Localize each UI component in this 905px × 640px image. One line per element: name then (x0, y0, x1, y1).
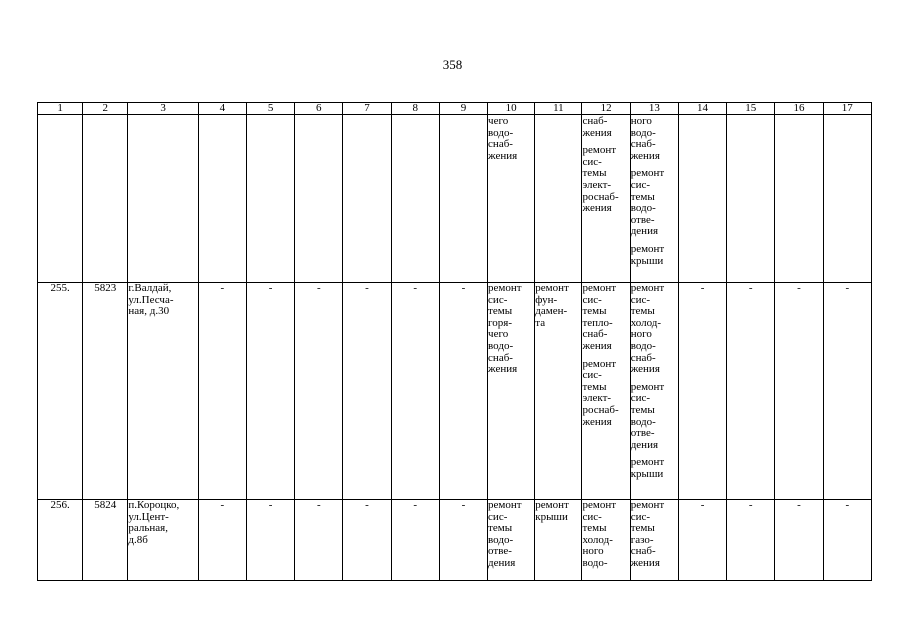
work-item-line: жения (630, 149, 660, 162)
work-item-line: ремонт (630, 499, 665, 511)
work-item (582, 116, 629, 139)
dash-cell: - (198, 500, 246, 581)
work-item-line: сис- (488, 293, 508, 306)
object-code: 5823 (83, 283, 128, 500)
cell-empty (727, 115, 775, 283)
work-item-line: чего (488, 328, 509, 341)
dash-cell: - (391, 283, 439, 500)
work-cell-col10 (488, 115, 535, 283)
header-row (38, 103, 872, 115)
work-item-line: жения (582, 415, 612, 428)
work-item-line: ного (582, 545, 604, 558)
address-line: д.8б (128, 533, 148, 546)
cell-empty (775, 115, 823, 283)
work-item-line: тепло- (582, 316, 613, 329)
work-item-line: ремонт (630, 380, 665, 393)
dash-cell: - (727, 283, 775, 500)
col-header: 2 (83, 103, 128, 115)
cell-empty (678, 115, 726, 283)
work-item-line: ремонт (630, 456, 665, 469)
work-item-line: ремонт (630, 242, 665, 255)
work-item-line: темы (582, 522, 607, 535)
dash-cell: - (678, 500, 726, 581)
address-line: ральная, (128, 522, 168, 535)
cell-empty (198, 115, 246, 283)
address-line: ная, д.30 (128, 305, 170, 318)
work-item-line: темы (582, 305, 607, 318)
work-item (488, 500, 534, 570)
work-item-line: жения (582, 126, 612, 139)
work-cell-col10 (488, 500, 535, 581)
dash-cell: - (727, 500, 775, 581)
work-item-line: сис- (630, 392, 651, 405)
col-header: 3 (128, 103, 198, 115)
dash-cell: - (198, 283, 246, 500)
col-header: 6 (295, 103, 343, 115)
work-item-line: темы (630, 403, 655, 416)
col-header: 8 (391, 103, 439, 115)
dash-cell: - (678, 283, 726, 500)
work-item-line: жения (630, 363, 660, 376)
cell-empty (439, 115, 487, 283)
cell-empty (83, 115, 128, 283)
col-header: 14 (678, 103, 726, 115)
page-number: 358 (442, 57, 463, 72)
work-item-line: горя- (488, 316, 513, 329)
work-item (582, 283, 629, 353)
cell-empty (391, 115, 439, 283)
address-cell (128, 283, 198, 500)
work-item (631, 283, 678, 376)
dash-cell: - (775, 500, 823, 581)
col-header: 7 (343, 103, 391, 115)
work-item-line: снаб- (630, 138, 656, 151)
cell-empty (823, 115, 871, 283)
cell-empty (295, 115, 343, 283)
work-item-line: водо- (488, 533, 514, 546)
work-item (631, 382, 678, 452)
work-item-line: жения (582, 339, 612, 352)
work-item-line: темы (630, 190, 655, 203)
dash-cell: - (246, 283, 294, 500)
work-item-line: снаб- (582, 328, 608, 341)
work-item-line: ремонт (630, 167, 665, 180)
dash-cell: - (391, 500, 439, 581)
cell-empty (246, 115, 294, 283)
dash-cell: - (295, 500, 343, 581)
work-item (488, 283, 534, 376)
col-header: 13 (630, 103, 678, 115)
col-header: 9 (439, 103, 487, 115)
dash-cell: - (823, 283, 871, 500)
work-item (631, 168, 678, 238)
work-item-line: дения (630, 225, 659, 238)
work-cell-col12 (582, 115, 630, 283)
work-cell-col11 (535, 500, 582, 581)
work-item-line: сис- (582, 510, 602, 523)
work-item-line: холод- (582, 533, 613, 546)
work-item-line: ремонт (630, 282, 665, 294)
work-item-line: ремонт (582, 144, 617, 157)
work-item-line: снаб- (488, 351, 513, 364)
table-row (38, 500, 872, 581)
work-cell-col13 (630, 283, 678, 500)
work-item-line: ремонт (535, 282, 569, 294)
work-item-line: отве- (630, 427, 655, 440)
work-item-line: фун- (535, 293, 558, 306)
work-item-line: водо- (630, 415, 656, 428)
work-item (582, 500, 629, 570)
work-item-line: ремонт (582, 499, 617, 511)
work-cell-col12 (582, 283, 630, 500)
work-item-line: водо- (488, 339, 514, 352)
work-item (582, 145, 629, 215)
work-item-line: снаб- (582, 115, 608, 127)
col-header: 15 (727, 103, 775, 115)
dash-cell: - (439, 500, 487, 581)
work-item-line: жения (488, 363, 518, 376)
work-item-line: снаб- (488, 138, 513, 151)
work-item-line: отве- (488, 545, 512, 558)
work-item (631, 244, 678, 267)
dash-cell: - (823, 500, 871, 581)
work-item-line: элект- (582, 392, 612, 405)
work-item-line: жения (488, 149, 518, 162)
col-header: 12 (582, 103, 630, 115)
work-item-line: ремонт (488, 499, 522, 511)
work-item-line: чего (488, 115, 509, 127)
dash-cell: - (246, 500, 294, 581)
work-item (582, 359, 629, 429)
row-number: 256. (38, 500, 83, 581)
work-item-line: сис- (582, 293, 602, 306)
address-line: п.Короцко, (128, 499, 180, 511)
work-item-line: сис- (488, 510, 508, 523)
cell-empty (38, 115, 83, 283)
work-item (631, 500, 678, 570)
work-item-line: холод- (630, 316, 662, 329)
work-item-line: крыши (630, 254, 664, 267)
work-item-line: водо- (630, 126, 656, 139)
work-cell-col12 (582, 500, 630, 581)
work-item-line: водо- (630, 339, 656, 352)
work-item-line: сис- (582, 369, 602, 382)
cell-empty (343, 115, 391, 283)
work-item-line: жения (630, 556, 660, 569)
dash-cell: - (295, 283, 343, 500)
work-item-line: водо- (488, 126, 514, 139)
work-item-line: темы (582, 380, 607, 393)
col-header: 11 (535, 103, 582, 115)
work-item-line: роснаб- (582, 403, 619, 416)
work-item-line: ного (630, 115, 652, 127)
row-number: 255. (38, 283, 83, 500)
work-item-line: та (535, 316, 546, 329)
work-item-line: элект- (582, 178, 612, 191)
work-cell-col11 (535, 115, 582, 283)
work-item-line: темы (582, 167, 607, 180)
work-item-line: темы (488, 305, 513, 318)
work-item (631, 457, 678, 480)
work-item-line: темы (488, 522, 513, 535)
work-item-line: ного (630, 328, 652, 341)
work-item-line: дамен- (535, 305, 568, 318)
work-cell-col13 (630, 115, 678, 283)
work-item-line: темы (630, 305, 655, 318)
work-cell-col11 (535, 283, 582, 500)
work-item-line: роснаб- (582, 190, 619, 203)
table-row-continuation (38, 115, 872, 283)
cell-empty (128, 115, 198, 283)
work-item-line: сис- (630, 510, 651, 523)
dash-cell: - (439, 283, 487, 500)
work-item-line: ремонт (582, 282, 617, 294)
work-item-line: жения (582, 202, 612, 215)
col-header: 4 (198, 103, 246, 115)
work-item (631, 116, 678, 162)
work-item-line: дения (488, 556, 516, 569)
work-item-line: крыши (630, 467, 664, 480)
work-item-line: ремонт (582, 357, 617, 370)
work-item-line: ремонт (488, 282, 522, 294)
object-code: 5824 (83, 500, 128, 581)
work-item-line: снаб- (630, 545, 656, 558)
col-header: 16 (775, 103, 823, 115)
table-row (38, 283, 872, 500)
col-header: 1 (38, 103, 83, 115)
address-cell (128, 500, 198, 581)
address-line: г.Валдай, (128, 282, 172, 294)
works-table (37, 102, 872, 581)
work-item-line: дения (630, 438, 659, 451)
address-line: ул.Песча- (128, 293, 174, 306)
work-item-line: сис- (630, 178, 651, 191)
work-item-line: водо- (630, 202, 656, 215)
col-header: 10 (488, 103, 535, 115)
address-line: ул.Цент- (128, 510, 169, 523)
work-item (488, 116, 534, 162)
work-item-line: газо- (630, 533, 654, 546)
work-item-line: сис- (630, 293, 651, 306)
col-header: 5 (246, 103, 294, 115)
work-item-line: темы (630, 522, 655, 535)
work-item (535, 500, 581, 523)
work-item-line: крыши (535, 510, 568, 523)
work-item-line: водо- (582, 556, 608, 569)
work-item-line: снаб- (630, 351, 656, 364)
dash-cell: - (343, 283, 391, 500)
work-item (535, 283, 581, 329)
work-cell-col13 (630, 500, 678, 581)
col-header: 17 (823, 103, 871, 115)
work-item-line: сис- (582, 155, 602, 168)
work-item-line: ремонт (535, 499, 569, 511)
dash-cell: - (775, 283, 823, 500)
work-item-line: отве- (630, 213, 655, 226)
work-cell-col10 (488, 283, 535, 500)
dash-cell: - (343, 500, 391, 581)
